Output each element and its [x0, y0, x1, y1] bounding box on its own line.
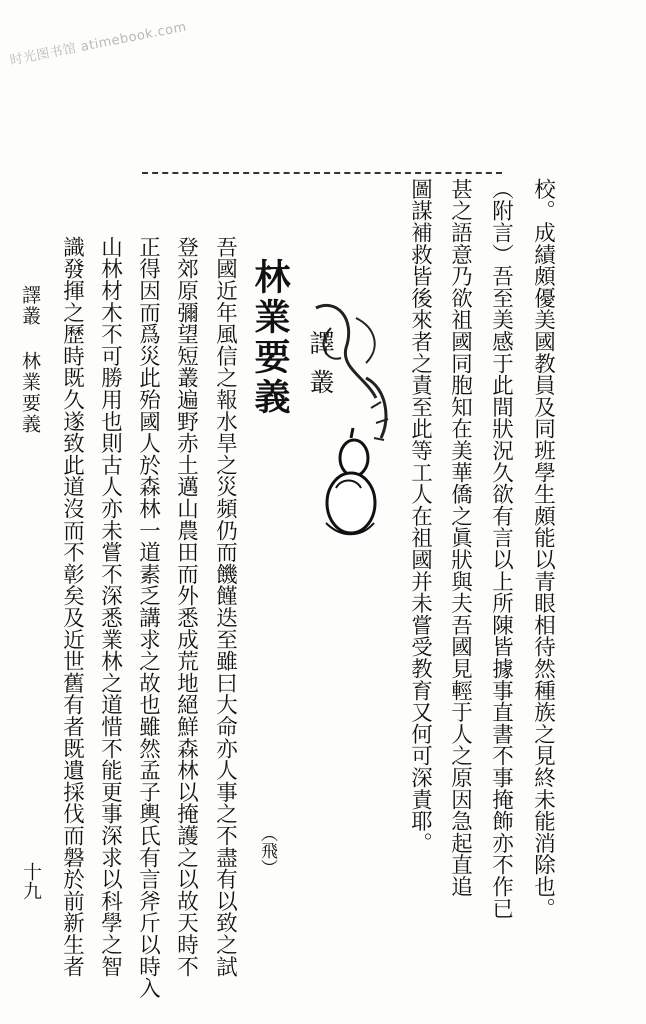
- lower-text-column: 登郊原彌望短叢遍野赤土邁山農田而外悉成荒地絕鮮森林以掩護之以故天時不: [173, 236, 199, 978]
- section-marker: （飛）: [257, 825, 277, 876]
- upper-text-column: 圖謀補救皆後來者之責至此等工人在祖國并未嘗受教育又何可深責耶。: [407, 178, 433, 854]
- article-title: 林業要義: [249, 258, 291, 418]
- upper-text-column: 甚之語意乃欲祖國同胞知在美華僑之眞狀與夫吾國見輕于人之原因急起直追: [447, 178, 473, 898]
- lower-text-column: 山林材木不可勝用也則古人亦未嘗不深悉業林之道惜不能更事深求以科學之智: [97, 236, 123, 978]
- lower-text-column: 吾國近年風信之報水旱之災頻仍而饑饉迭至雖曰大命亦人事之不盡有以致之試: [212, 236, 238, 978]
- running-colophon: 譯叢 林業要義: [19, 285, 41, 435]
- series-heading: 譯叢: [306, 330, 335, 408]
- upper-text-column: （附言）吾至美感于此間狀況久欲有言以上所陳皆據事直書不事掩飾亦不作已: [488, 178, 514, 920]
- watermark: 时光图书馆 atimebook.com: [8, 19, 188, 69]
- dashed-divider: [142, 172, 502, 174]
- lower-text-column: 識發揮之歷時既久遂致此道沒而不彰矣及近世舊有者既遺採伐而磐於前新生者: [59, 236, 85, 978]
- lower-text-column: 正得因而爲災此殆國人於森林一道素乏講求之故也雖然孟子輿氏有言斧斤以時入: [135, 236, 161, 999]
- upper-text-column: 校。成績頗優美國教員及同班學生頗能以青眼相待然種族之見終未能消除也。: [530, 178, 556, 920]
- page-number: 十九: [20, 862, 42, 900]
